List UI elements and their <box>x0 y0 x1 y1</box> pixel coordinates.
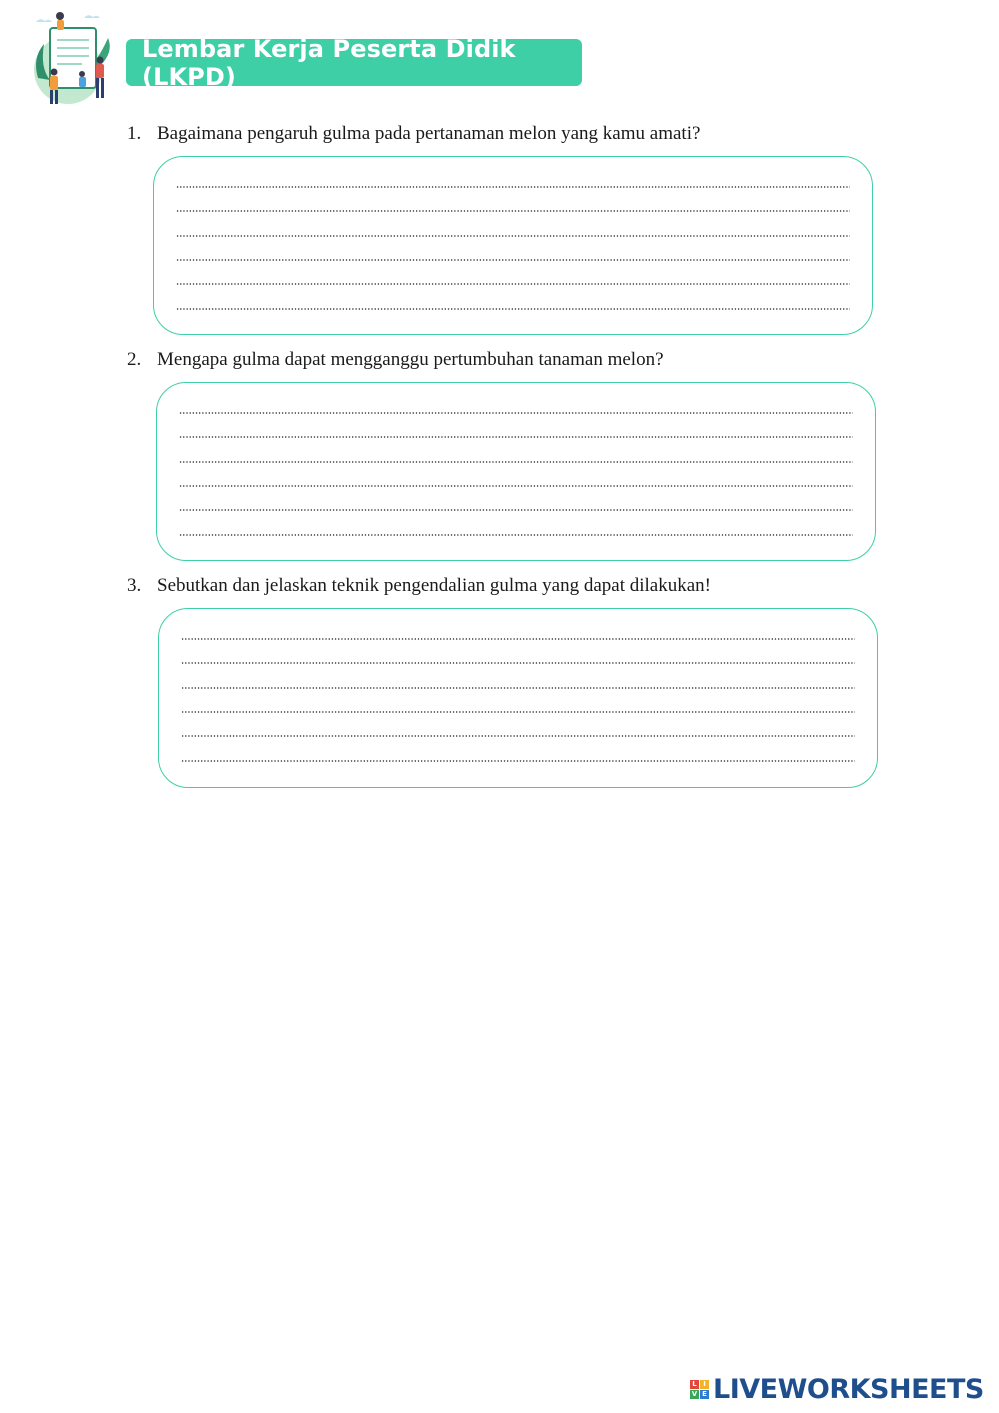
answer-line[interactable] <box>176 235 850 237</box>
answer-line[interactable] <box>179 436 853 438</box>
answer-line[interactable] <box>179 509 853 511</box>
answer-box-3[interactable] <box>158 608 878 788</box>
question-text: Mengapa gulma dapat mengganggu pertumbuhan tanaman melon? <box>157 349 664 370</box>
answer-box-2[interactable] <box>156 382 876 561</box>
answer-line[interactable] <box>181 711 855 713</box>
question-number: 2. <box>127 349 142 370</box>
answer-line[interactable] <box>179 412 853 414</box>
question-text: Sebutkan dan jelaskan teknik pengendalian gulma yang dapat dilakukan! <box>157 575 711 596</box>
page-title: Lembar Kerja Peserta Didik (LKPD) <box>142 34 516 91</box>
answer-line[interactable] <box>181 638 855 640</box>
logo-tile: V <box>691 1389 698 1398</box>
logo-text: LIVEWORKSHEETS <box>713 1373 984 1405</box>
answer-line[interactable] <box>176 210 850 212</box>
logo-tile: L <box>690 1380 699 1389</box>
question-2 <box>127 348 664 372</box>
question-text: Bagaimana pengaruh gulma pada pertanaman melon yang kamu amati? <box>157 123 701 144</box>
answer-line[interactable] <box>181 735 855 737</box>
answer-line[interactable] <box>181 760 855 762</box>
answer-box-1[interactable] <box>153 156 873 335</box>
answer-line[interactable] <box>176 186 850 188</box>
logo-tile: E <box>700 1390 709 1399</box>
answer-line[interactable] <box>176 283 850 285</box>
answer-line[interactable] <box>179 534 853 536</box>
answer-line[interactable] <box>176 308 850 310</box>
title-banner <box>126 34 582 91</box>
logo-tile: I <box>700 1380 709 1389</box>
question-3 <box>127 574 711 598</box>
logo-icon <box>690 1380 709 1399</box>
reading-people-illustration <box>30 8 114 108</box>
answer-line[interactable] <box>176 259 850 261</box>
question-1 <box>127 122 700 146</box>
liveworksheets-logo[interactable] <box>690 1372 984 1406</box>
answer-line[interactable] <box>179 485 853 487</box>
answer-line[interactable] <box>179 461 853 463</box>
question-number: 1. <box>127 123 142 144</box>
answer-line[interactable] <box>181 687 855 689</box>
answer-line[interactable] <box>181 662 855 664</box>
question-number: 3. <box>127 575 142 596</box>
